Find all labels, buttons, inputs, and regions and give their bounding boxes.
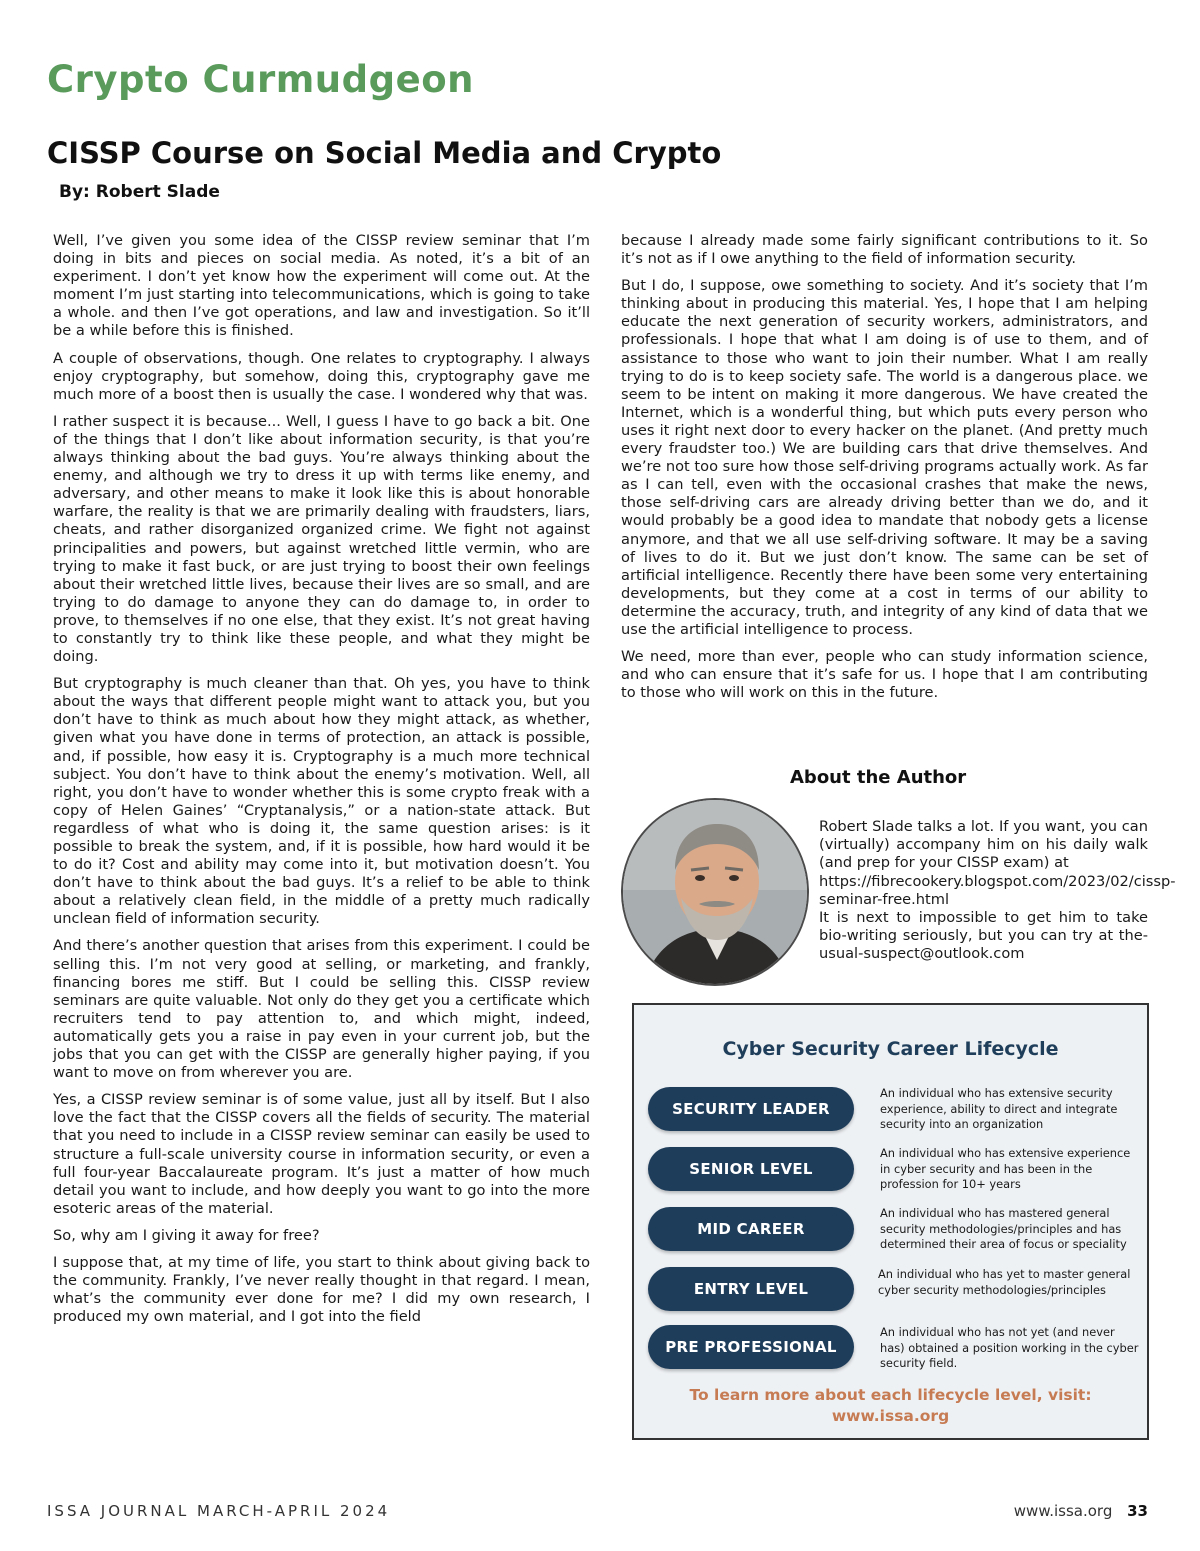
paragraph: A couple of observations, though. One relates to cryptography. I always enjoy cryptography, but somehow, doing this, cryptography gave me much more of a boost then is usually the case. I wondered why that was. (53, 349, 590, 403)
paragraph: I suppose that, at my time of life, you start to think about giving back to the community. Frankly, I’ve never really thought in that regard. I mean, what’s the community ever done for me? I did my own research, I produced my own material, and I got into the field (53, 1253, 590, 1326)
article-title: CISSP Course on Social Media and Crypto (47, 136, 722, 170)
paragraph: I rather suspect it is because... Well, I guess I have to go back a bit. One of the things that I don’t like about information security, is that you’re always thinking about the bad guys. You’re always thinking about the enemy, and although we try to dress it up with terms like enemy, and adversary, and other means to make it look like this is about honorable warfare, the reality is that we are primarily dealing with fraudsters, liars, cheats, and rather disorganized organized crime. We fight not against principalities and powers, but against wretched little vermin, who are trying to make it fast buck, or are just trying to boost their own feelings about their wretched little lives, because their lives are so small, and are trying to do damage to anyone they can do damage to, in order to prove, to themselves if no one else, that they exist. It’s not great having to constantly try to think like these people, and what they might be doing. (53, 412, 590, 666)
level-description: An individual who has extensive security experience, ability to direct and integrate security into an organization (880, 1086, 1118, 1132)
level-pill-security-leader: SECURITY LEADER (648, 1087, 854, 1131)
level-description: An individual who has mastered general security methodologies/principles and has determined their area of focus or speciality (880, 1206, 1127, 1252)
level-description: An individual who has not yet (and never has) obtained a position working in the cyber security field. (880, 1325, 1139, 1371)
level-pill-senior-level: SENIOR LEVEL (648, 1147, 854, 1191)
byline: By: Robert Slade (59, 182, 220, 202)
level-pill-mid-career: MID CAREER (648, 1207, 854, 1251)
paragraph: We need, more than ever, people who can study information science, and who can ensure that it’s safe for us. I hope that I am contributing to those who will work on this in the future. (621, 648, 1148, 702)
author-portrait-icon (623, 800, 809, 986)
footer-journal-title: ISSA JOURNAL MARCH-APRIL 2024 (47, 1502, 391, 1520)
column-title: Crypto Curmudgeon (47, 58, 474, 101)
career-lifecycle-infographic (632, 1003, 1149, 1440)
cta-link[interactable]: www.issa.org (831, 1407, 950, 1425)
footer-right (1014, 1502, 1148, 1520)
paragraph: But I do, I suppose, owe something to society. And it’s society that I’m thinking about in producing this material. Yes, I hope that I am helping educate the next generation of security workers, administrators, and professionals. I hope that what I am doing is of use to them, and of assistance to those who want to join their number. What I am really trying to do is to keep society safe. The world is a dangerous place. we seem to be intent on making it more dangerous. We have created the Internet, which is a wonderful thing, but which puts every person who uses it right next door to every hacker on the planet. (And pretty much every fraudster too.) We are building cars that drive themselves. And we’re not too sure how those self-driving programs actually work. As far as I can tell, even with the occasional crashes that make the news, those self-driving cars are already driving better than we do, and it would probably be a good idea to mandate that nobody gets a license anymore, and that we all use self-driving software. It may be a saving of lives to do it. But we just don’t know. The same can be set of artificial intelligence. Recently there have been some very entertaining developments, but they come at a cost in terms of our ability to determine the accuracy, truth, and integrity of any kind of data that we use the artificial intelligence to process. (621, 277, 1148, 638)
cta-text: To learn more about each lifecycle level, visit: (689, 1386, 1092, 1404)
author-bio (819, 818, 1176, 964)
paragraph: And there’s another question that arises from this experiment. I could be selling this. I’m not very good at selling, or marketing, and frankly, financing bores me stiff. But I could be selling this. CISSP review seminars are quite valuable. Not only do they get you a certificate which recruiters tend to pay attention to, and which might, indeed, automatically gets you a raise in pay even in your current job, but the jobs that you can get with the CISSP are generally higher paying, if you want to move on from wherever you are. (53, 937, 590, 1082)
footer-website-link[interactable]: www.issa.org (1013, 1502, 1113, 1520)
level-pill-entry-level: ENTRY LEVEL (648, 1267, 854, 1311)
level-pill-pre-professional: PRE PROFESSIONAL (648, 1325, 854, 1369)
level-description: An individual who has extensive experience in cyber security and has been in the profession for 10+ years (880, 1146, 1131, 1192)
bio-outro: It is next to impossible to get him to take bio-writing seriously, but you can try at the-usual-suspect@outlook.com (819, 909, 1148, 963)
article-column-left (53, 232, 590, 1335)
paragraph: Well, I’ve given you some idea of the CISSP review seminar that I’m doing in bits and pieces on social media. As noted, it’s a bit of an experiment. I don’t yet know how the experiment will come out. At the moment I’m just starting into telecommunications, which is going to take a whole. and then I’ve got operations, and law and investigation. So it’ll be a while before this is finished. (53, 232, 590, 340)
author-photo (621, 798, 809, 986)
lifecycle-title: Cyber Security Career Lifecycle (722, 1038, 1059, 1060)
paragraph: So, why am I giving it away for free? (53, 1226, 320, 1244)
article-column-right (621, 232, 1148, 711)
paragraph: But cryptography is much cleaner than that. Oh yes, you have to think about the ways that different people might want to attack you, but you don’t have to think as much about how they might attack, as whether, given what you have done in terms of protection, an attack is possible, and, if possible, how easy it is. Cryptography is a much more technical subject. You don’t have to think about the enemy’s motivation. Well, all right, you don’t have to wonder whether this is some crypto freak with a copy of Helen Gaines’ “Cryptanalysis,” or a nation-state attack. But regardless of what who is doing it, the same question arises: is it possible to break the system, and, if it is possible, how hard would it be to do it? Cost and ability may come into it, but motivation doesn’t. You don’t have to think about the bad guys. It’s a relief to be able to think about a relatively clean field, in the middle of a pretty much radically unclean field of information security. (53, 675, 590, 928)
about-author-heading: About the Author (790, 767, 967, 788)
paragraph: Yes, a CISSP review seminar is of some value, just all by itself. But I also love the fact that the CISSP covers all the fields of security. The material that you need to include in a CISSP review seminar can easily be used to structure a full-scale university course in information security, or even a full four-year Baccalaureate program. It’s just a matter of how much detail you want to include, and how deeply you want to go into the more esoteric areas of the material. (53, 1091, 590, 1217)
bio-intro: Robert Slade talks a lot. If you want, you can (virtually) accompany him on his daily walk (and prep for your CISSP exam) at (819, 818, 1148, 872)
lifecycle-cta (634, 1385, 1147, 1427)
bio-url-link[interactable]: https://fibrecookery.blogspot.com/2023/02/cissp-seminar-free.html (819, 872, 1176, 908)
level-description: An individual who has yet to master general cyber security methodologies/principles (878, 1267, 1131, 1297)
page-number: 33 (1127, 1502, 1148, 1520)
paragraph: because I already made some fairly significant contributions to it. So it’s not as if I owe anything to the field of information security. (621, 232, 1148, 268)
